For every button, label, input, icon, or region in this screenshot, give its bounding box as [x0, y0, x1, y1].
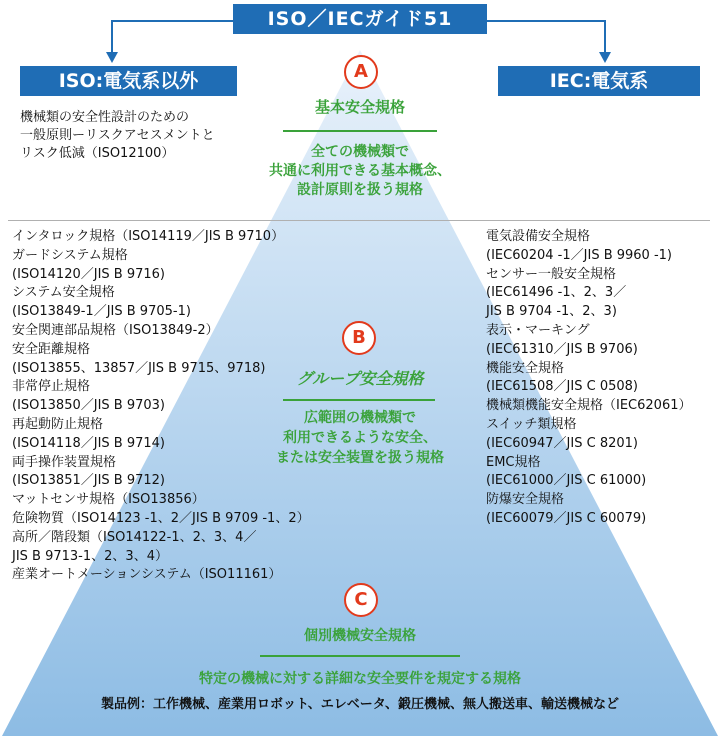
left-connector-arrow: [112, 21, 233, 55]
list-item: (ISO13849-1／JIS B 9705-1): [12, 304, 191, 320]
list-item: 防爆安全規格: [486, 492, 565, 508]
list-item: スイッチ類規格: [486, 416, 577, 432]
list-item: JIS B 9713-1、2、3、4）: [12, 548, 168, 564]
list-item: ガードシステム規格: [12, 247, 128, 263]
list-item: 電気設備安全規格: [486, 229, 591, 244]
list-item: (IEC61310／JIS B 9706): [486, 341, 638, 357]
right-arrowhead-icon: [599, 52, 611, 63]
iso-box: [20, 66, 237, 96]
list-item: (ISO13851／JIS B 9712): [12, 473, 166, 489]
list-item: 機械類機能安全規格（IEC62061）: [486, 398, 692, 414]
list-item: システム安全規格: [12, 285, 115, 301]
list-item: インタロック規格（ISO14119／JIS B 9710）: [12, 229, 285, 244]
level-a-marker: A: [344, 55, 378, 89]
level-c-heading: 個別機械安全規格: [304, 628, 416, 644]
list-item: (ISO13855、13857／JIS B 9715、9718): [12, 360, 266, 376]
right-connector-arrow: [487, 21, 605, 55]
list-item: 機能安全規格: [486, 360, 565, 376]
list-item: 安全距離規格: [12, 341, 91, 357]
list-item: (ISO14120／JIS B 9716): [12, 266, 166, 282]
list-item: 両手操作装置規格: [12, 454, 117, 470]
level-c-underline: [260, 655, 460, 657]
list-item: JIS B 9704 -1、2、3): [486, 304, 617, 320]
level-b-description-line: 広範囲の機械類で: [304, 410, 416, 426]
level-a-underline: [283, 130, 437, 132]
list-item: 表示・マーキング: [486, 322, 590, 338]
list-item: 非常停止規格: [12, 379, 91, 395]
list-item: (IEC61508／JIS C 0508): [486, 379, 638, 395]
guide51-title-box: [233, 4, 487, 34]
list-item: (IEC61496 -1、2、3／: [486, 285, 627, 301]
list-item: (ISO13850／JIS B 9703): [12, 398, 166, 414]
list-item: 再起動防止規格: [12, 416, 104, 432]
level-a-description-line: 設計原則を扱う規格: [297, 182, 423, 198]
level-a-heading: 基本安全規格: [314, 98, 405, 116]
list-item: 危険物質（ISO14123 -1、2／JIS B 9709 -1、2）: [12, 510, 310, 526]
iso-box-label: ISO:電気系以外: [58, 70, 199, 92]
iso-description-line: 一般原則ーリスクアセスメントと: [20, 128, 215, 143]
left-arrowhead-icon: [106, 52, 118, 63]
iso-description-line: リスク低減（ISO12100）: [20, 146, 175, 161]
list-item: (ISO14118／JIS B 9714): [12, 435, 166, 451]
level-a-description-line: 全ての機械類で: [311, 144, 409, 160]
iso-description-line: 機械類の安全性設計のための: [20, 110, 190, 125]
level-a-description: [210, 143, 510, 200]
iec-standards-list: [486, 228, 691, 529]
level-b-heading: グループ安全規格: [296, 369, 424, 388]
list-item: (IEC61000／JIS C 61000): [486, 473, 647, 489]
iso-standards-list: [12, 228, 310, 585]
level-b-description-line: 利用できるような安全、: [283, 430, 437, 446]
list-item: センサー一般安全規格: [486, 266, 617, 282]
level-b-marker: B: [342, 321, 376, 355]
guide51-title: ISO／IECガイド51: [267, 8, 453, 30]
level-a-description-line: 共通に利用できる基本概念、: [269, 163, 451, 179]
list-item: (IEC60204 -1／JIS B 9960 -1): [486, 247, 672, 263]
level-c-examples: 製品例：工作機械、産業用ロボット、エレベータ、鍛圧機械、無人搬送車、輸送機械など: [100, 697, 620, 712]
list-item: マットセンサ規格（ISO13856）: [12, 492, 205, 508]
list-item: (IEC60947／JIS C 8201): [486, 435, 638, 451]
list-item: 安全関連部品規格（ISO13849-2）: [12, 322, 219, 338]
list-item: (IEC60079／JIS C 60079): [486, 510, 647, 526]
level-c-marker: C: [344, 583, 378, 617]
iec-box-label: IEC:電気系: [549, 70, 649, 92]
level-b-description-line: または安全装置を扱う規格: [276, 450, 444, 466]
list-item: EMC規格: [486, 454, 541, 470]
list-item: 高所／階段類（ISO14122-1、2、3、4／: [12, 529, 257, 545]
list-item: 産業オートメーションシステム（ISO11161）: [12, 567, 282, 583]
section-divider: [8, 220, 710, 221]
iec-box: [498, 66, 700, 96]
level-c-description: 特定の機械に対する詳細な安全要件を規定する規格: [199, 671, 521, 687]
